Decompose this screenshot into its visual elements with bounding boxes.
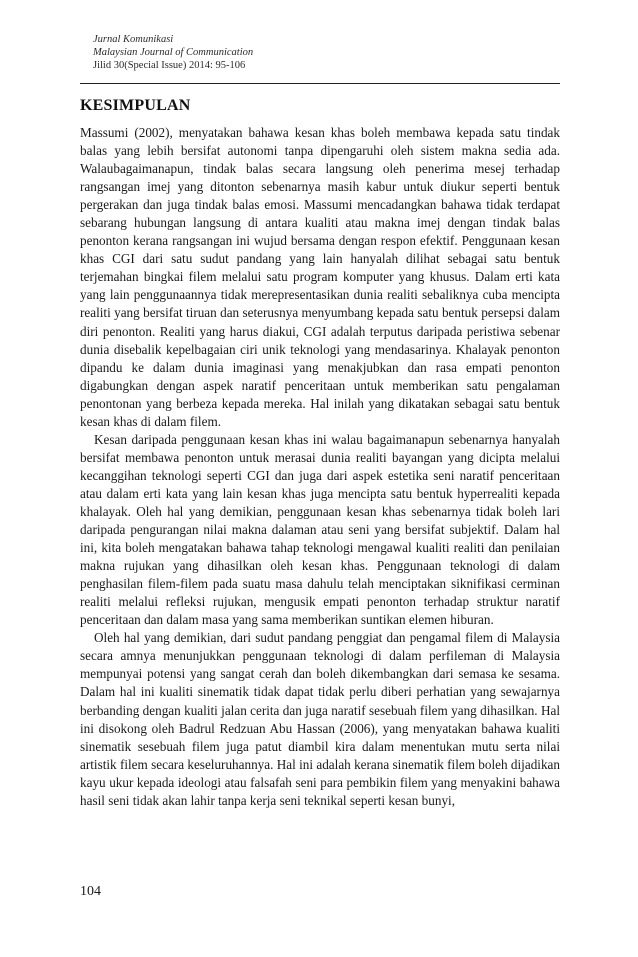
issue-info: Jilid 30(Special Issue) 2014: 95-106 [93,60,246,71]
paragraph-3: Oleh hal yang demikian, dari sudut pandang penggiat dan pengamal filem di Malaysia secara amnya menunjukkan penggunaan teknologi di dalam perfileman di Malaysia mempunyai potensi yang sangat cerah dan boleh dikembangkan dari semasa ke sesama. Dalam hal ini kualiti sinematik tidak dapat tidak perlu diberi perhatian yang sewajarnya berbanding dengan kualiti jalan cerita dan juga naratif sesebuah filem yang dihasilkan. Hal ini disokong oleh Badrul Redzuan Abu Hassan (2006), yang menyatakan bahawa kualiti sinematik sesebuah filem juga patut diambil kira dalam menentukan mutu serta nilai artistik filem secara keseluruhannya. Hal ini adalah kerana sinematik filem boleh dijadikan kayu ukur kepada ideologi atau falsafah seni para pembikin filem yang menyakini bahawa hasil seni tidak akan lahir tanpa kerja seni teknikal seperti kesan bunyi, [80,630,560,808]
section-heading: KESIMPULAN [80,97,191,114]
journal-subtitle: Malaysian Journal of Communication [93,47,254,58]
running-head [93,33,543,72]
paragraph-2: Kesan daripada penggunaan kesan khas ini walau bagaimanapun sebenarnya hanyalah bersifat membawa penonton untuk merasai dunia realiti bayangan yang dicipta melalui kecanggihan teknologi seperti CGI dan juga dari aspek estetika seni naratif penceritaan atau dalam erti kata yang lain kesan khas juga mencipta satu bentuk hyperrealiti kepada khalayak. Oleh hal yang demikian, penggunaan kesan khas sebenarnya tidak boleh lari daripada pengurangan nilai makna dalaman atau seni yang bersifat subjektif. Dalam hal ini, kita boleh mengatakan bahawa tahap teknologi mengawal kualiti realiti dan penilaian makna rujukan yang dihasilkan oleh kesan khas. Penggunaan teknologi di dalam penghasilan filem-filem pada suatu masa dahulu telah menciptakan siknifikasi cerminan realiti melalui refleksi rujukan, mengusik empati penonton terhadap struktur naratif penceritaan dan dalam masa yang sama memberikan suntikan elemen hiburan. [80,431,560,628]
journal-title: Jurnal Komunikasi [93,34,174,45]
section-body [80,124,560,810]
header-rule [80,83,560,84]
page-number: 104 [80,884,101,899]
paragraph-1: Massumi (2002), menyatakan bahawa kesan khas boleh membawa kepada satu tindak balas yang lebih bersifat autonomi tanpa dipengaruhi oleh sistem makna sedia ada. Walaubagaimanapun, tindak balas secara langsung oleh penerima mesej terhadap rangsangan imej yang ditonton sebenarnya masih kabur untuk diukur seperti bentuk pergerakan dan juga tindak balas emosi. Massumi mencadangkan bahawa tidak terdapat sebarang hubungan langsung di antara kualiti atau makna imej dengan tindak balas penonton kerana rangsangan ini wujud bersama dengan respon efektif. Penggunaan kesan khas CGI dari satu sudut pandang yang lain hanyalah dilihat sebagai satu bentuk terjemahan bingkai filem melalui satu program komputer yang khusus. Dalam erti kata yang lain penggunaannya tidak merepresentasikan dunia realiti sebaliknya cuba mencipta realiti yang bersifat tiruan dan seterusnya menyumbang kepada satu bentuk persepsi dalam diri penonton. Realiti yang harus diakui, CGI adalah terputus daripada peristiwa sebenar dunia disebalik kepelbagaian ciri unik teknologi yang mendasarinya. Khalayak penonton dipandu ke dalam dunia imaginasi yang menakjubkan dan rasa empati penonton digabungkan dengan aspek naratif penceritaan untuk memberikan satu pengalaman penontonan yang berbeza kepada mereka. Hal inilah yang dikatakan sebagai satu bentuk kesan khas di dalam filem. [80,125,560,429]
